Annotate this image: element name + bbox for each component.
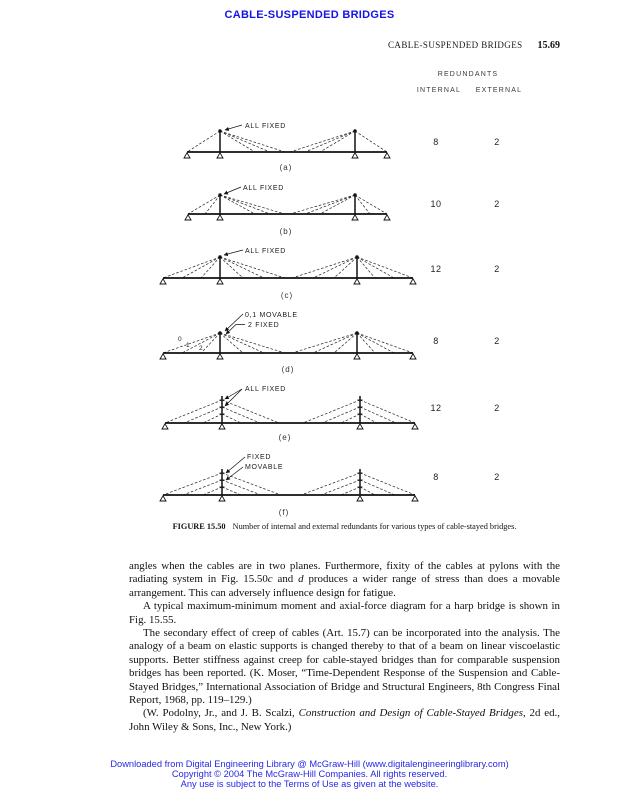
annotation-arrow bbox=[224, 187, 241, 194]
pylons bbox=[218, 331, 359, 353]
bridge-diagram-a bbox=[155, 108, 445, 174]
diagram-annotation: ALL FIXED bbox=[245, 386, 287, 393]
supports bbox=[185, 215, 390, 220]
figure-ref-italic-c: c bbox=[267, 573, 273, 586]
cable-label-2: 2 bbox=[199, 345, 203, 352]
external-redundants-d: 2 bbox=[494, 336, 500, 346]
internal-redundants-e: 12 bbox=[430, 403, 442, 413]
cables bbox=[188, 195, 387, 214]
external-redundants-c: 2 bbox=[494, 264, 500, 274]
paragraph-4-text: (W. Podolny, Jr., and J. B. Scalzi, bbox=[143, 707, 299, 720]
figure-caption-label: FIGURE 15.50 bbox=[172, 522, 226, 531]
pylons bbox=[218, 129, 356, 152]
annotation-arrow bbox=[226, 325, 245, 335]
footer-line-3: Any use is subject to the Terms of Use as given at the website. bbox=[180, 779, 439, 789]
annotation-arrow bbox=[226, 457, 245, 473]
annotation-arrow bbox=[224, 250, 243, 255]
pylons bbox=[218, 193, 356, 214]
cables bbox=[165, 400, 415, 423]
diagram-letter: (a) bbox=[279, 163, 293, 172]
internal-redundants-b: 10 bbox=[430, 199, 442, 209]
paragraph-2-text: A typical maximum-minimum moment and axial-force diagram for a harp bridge is shown in Fig. 15.55. bbox=[129, 600, 560, 626]
diagram-letter: (c) bbox=[280, 291, 294, 300]
external-redundants-a: 2 bbox=[494, 137, 500, 147]
supports bbox=[162, 424, 418, 429]
external-redundants-b: 2 bbox=[494, 199, 500, 209]
supports bbox=[160, 279, 416, 284]
paragraph-2 bbox=[129, 600, 560, 627]
internal-redundants-c: 12 bbox=[430, 264, 442, 274]
diagram-annotation-line1: 0,1 MOVABLE bbox=[245, 312, 298, 319]
cables bbox=[187, 131, 387, 152]
column-header-external: EXTERNAL bbox=[475, 87, 523, 94]
diagram-annotation-line2: MOVABLE bbox=[245, 464, 284, 471]
cable-label-1: 1 bbox=[186, 342, 190, 349]
internal-redundants-f: 8 bbox=[433, 472, 439, 482]
annotation-arrow bbox=[225, 125, 242, 130]
cable-label-0: 0 bbox=[178, 336, 182, 343]
page-number: 15.69 bbox=[537, 40, 560, 51]
running-head-title: CABLE-SUSPENDED BRIDGES bbox=[388, 40, 523, 50]
pylons bbox=[220, 396, 363, 423]
pylons bbox=[220, 469, 363, 495]
bridge-diagram-f bbox=[155, 448, 445, 522]
paragraph-4 bbox=[129, 707, 560, 734]
external-redundants-e: 2 bbox=[494, 403, 500, 413]
pylons bbox=[218, 255, 358, 278]
footer-line-1: Downloaded from Digital Engineering Library @ McGraw-Hill (www.digitalengineeringlibrary.com) bbox=[110, 759, 509, 769]
diagram-annotation: ALL FIXED bbox=[245, 123, 287, 130]
bridge-diagram-c bbox=[155, 240, 445, 302]
diagram-annotation-line1: FIXED bbox=[247, 454, 272, 461]
diagram-letter: (b) bbox=[279, 227, 293, 236]
internal-redundants-a: 8 bbox=[433, 137, 439, 147]
paragraph-1-text: angles when the cables are in two planes. Furthermore, fixity of the cables at pylons with the radiating system in Fig. 15.50 bbox=[129, 560, 560, 586]
supports bbox=[160, 496, 418, 501]
footer bbox=[0, 759, 619, 789]
diagram-letter: (e) bbox=[278, 433, 292, 442]
figure-caption-text: Number of internal and external redundants for various types of cable-stayed bridges. bbox=[232, 522, 517, 531]
diagram-annotation: ALL FIXED bbox=[245, 248, 287, 255]
internal-redundants-d: 8 bbox=[433, 336, 439, 346]
supports bbox=[160, 354, 416, 359]
chapter-watermark-title: CABLE-SUSPENDED BRIDGES bbox=[224, 9, 395, 21]
figure-caption bbox=[129, 522, 560, 531]
book-title-italic: Construction and Design of Cable-Stayed Bridges bbox=[298, 707, 523, 720]
paragraph-1 bbox=[129, 560, 560, 600]
figure-ref-italic-d: d bbox=[298, 573, 304, 586]
bridge-diagram-e bbox=[155, 378, 445, 444]
external-redundants-f: 2 bbox=[494, 472, 500, 482]
annotation-arrow bbox=[226, 467, 243, 480]
diagram-letter: (d) bbox=[281, 365, 295, 374]
bridge-diagram-b bbox=[155, 174, 445, 238]
annotation-arrow bbox=[225, 314, 243, 331]
footer-line-2: Copyright © 2004 The McGraw-Hill Companies. All rights reserved. bbox=[171, 769, 448, 779]
running-head bbox=[388, 40, 560, 51]
supports bbox=[184, 153, 390, 158]
cables bbox=[163, 473, 415, 495]
diagram-annotation-line2: 2 FIXED bbox=[248, 322, 280, 329]
paragraph-3-text: The secondary effect of creep of cables (Art. 15.7) can be incorporated into the analysis. The analogy of a beam on elastic supports is changed thereby to that of a beam on linear viscoelastic supports. Better stiffness against creep for cable-stayed bridges than for comparable suspension bridges has been reported. (K. Moser, “Time-Dependent Response of the Suspension and Cable-Stayed Bridges,” International Association of Bridge and Structural Engineers, 8th Congress Final Report, 1968, pp. 119–129.) bbox=[129, 627, 560, 707]
cables bbox=[163, 257, 413, 278]
bridge-diagram-d bbox=[155, 304, 445, 378]
paragraph-1-text: and bbox=[272, 573, 299, 586]
paragraph-3 bbox=[129, 627, 560, 707]
diagram-letter: (f) bbox=[278, 508, 290, 517]
column-header-internal: INTERNAL bbox=[416, 87, 462, 94]
paragraph-1-text: produces a wider range of stress than does a movable arrangement. This can adversely influence design for fatigue. bbox=[129, 573, 560, 599]
diagram-annotation: ALL FIXED bbox=[243, 185, 285, 192]
paragraph-4-text: , 2d ed., John Wiley & Sons, Inc., New York.) bbox=[129, 707, 560, 733]
redundants-table-title: REDUNDANTS bbox=[437, 71, 499, 78]
body-text bbox=[129, 560, 560, 734]
